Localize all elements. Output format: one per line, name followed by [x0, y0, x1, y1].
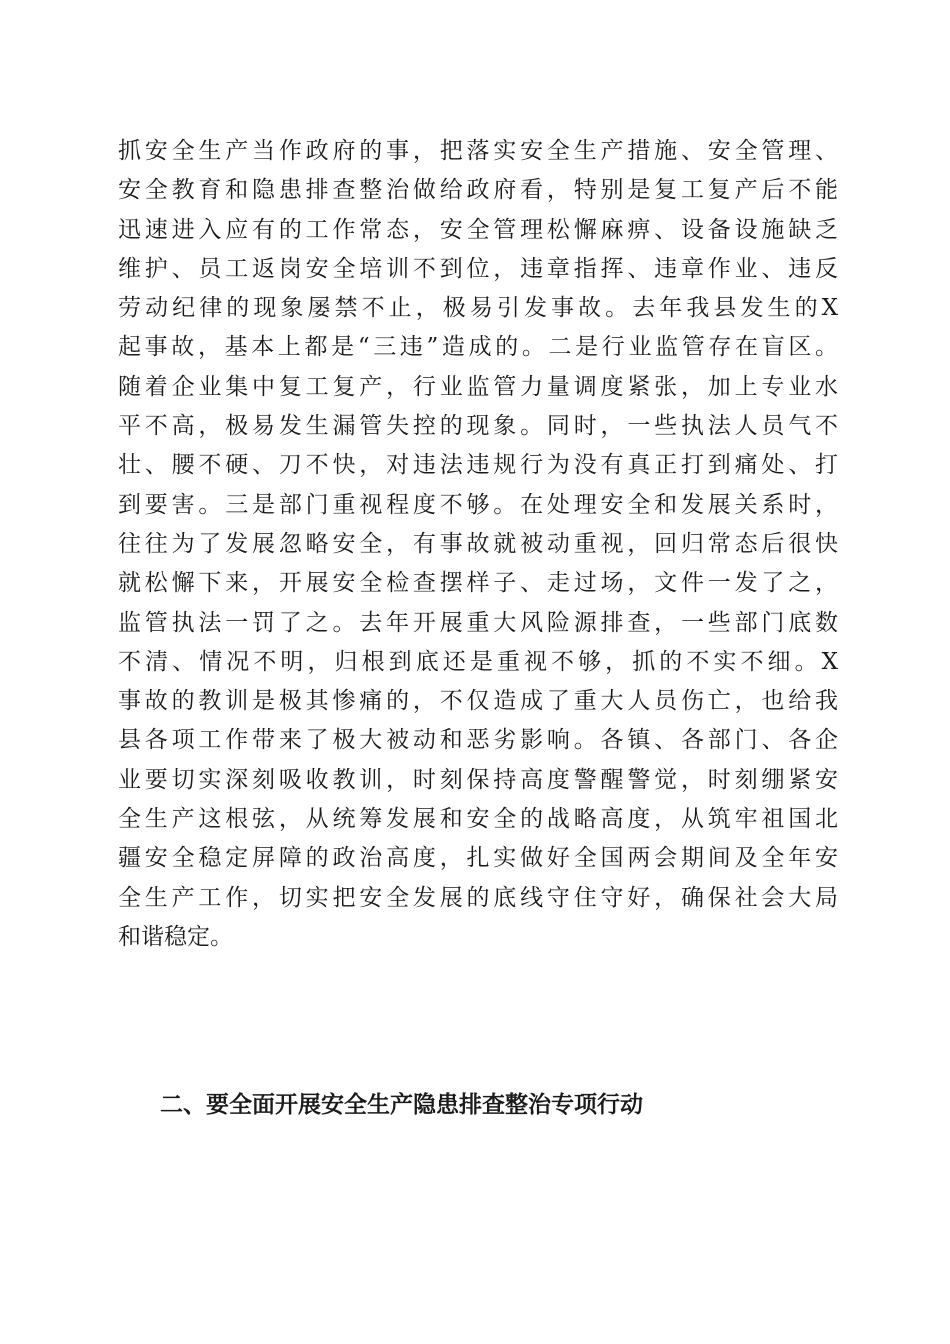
paragraph-line: 就松懈下来，开展安全检查摆样子、走过场，文件一发了之，	[118, 570, 838, 597]
paragraph-line: 监管执法一罚了之。去年开展重大风险源排查，一些部门底数	[118, 609, 838, 636]
paragraph-line: 往往为了发展忽略安全，有事故就被动重视，回归常态后很快	[118, 530, 838, 557]
paragraph-line: 和谐稳定。	[118, 923, 233, 950]
paragraph-line: 县各项工作带来了极大被动和恶劣影响。各镇、各部门、各企	[118, 727, 838, 754]
paragraph-line: 事故的教训是极其惨痛的，不仅造成了重大人员伤亡，也给我	[118, 688, 838, 715]
paragraph-line: 平不高，极易发生漏管失控的现象。同时，一些执法人员气不	[118, 413, 838, 440]
paragraph-line: 随着企业集中复工复产，行业监管力量调度紧张，加上专业水	[118, 373, 838, 400]
paragraph-line: 劳动纪律的现象屡禁不止，极易引发事故。去年我县发生的X	[118, 295, 838, 322]
paragraph-line: 到要害。三是部门重视程度不够。在处理安全和发展关系时，	[118, 491, 838, 518]
paragraph-line: 不清、情况不明，归根到底还是重视不够，抓的不实不细。X	[118, 648, 838, 675]
paragraph-line: 壮、腰不硬、刀不快，对违法违规行为没有真正打到痛处、打	[118, 452, 838, 479]
section-heading: 二、要全面开展安全生产隐患排查整治专项行动	[160, 1092, 643, 1118]
paragraph-line: 起事故，基本上都是“三违”造成的。二是行业监管存在盲区。	[118, 334, 838, 361]
paragraph-line: 全生产工作，切实把安全发展的底线守住守好，确保社会大局	[118, 884, 838, 911]
paragraph-line: 全生产这根弦，从统筹发展和安全的战略高度，从筑牢祖国北	[118, 806, 838, 833]
paragraph-line: 安全教育和隐患排查整治做给政府看，特别是复工复产后不能	[118, 177, 838, 204]
body-paragraph	[118, 132, 838, 957]
paragraph-line: 疆安全稳定屏障的政治高度，扎实做好全国两会期间及全年安	[118, 845, 838, 872]
paragraph-line: 抓安全生产当作政府的事，把落实安全生产措施、安全管理、	[118, 138, 838, 164]
paragraph-line: 迅速进入应有的工作常态，安全管理松懈麻痹、设备设施缺乏	[118, 216, 838, 243]
paragraph-line: 维护、员工返岗安全培训不到位，违章指挥、违章作业、违反	[118, 255, 838, 282]
paragraph-line: 业要切实深刻吸收教训，时刻保持高度警醒警觉，时刻绷紧安	[118, 766, 838, 793]
